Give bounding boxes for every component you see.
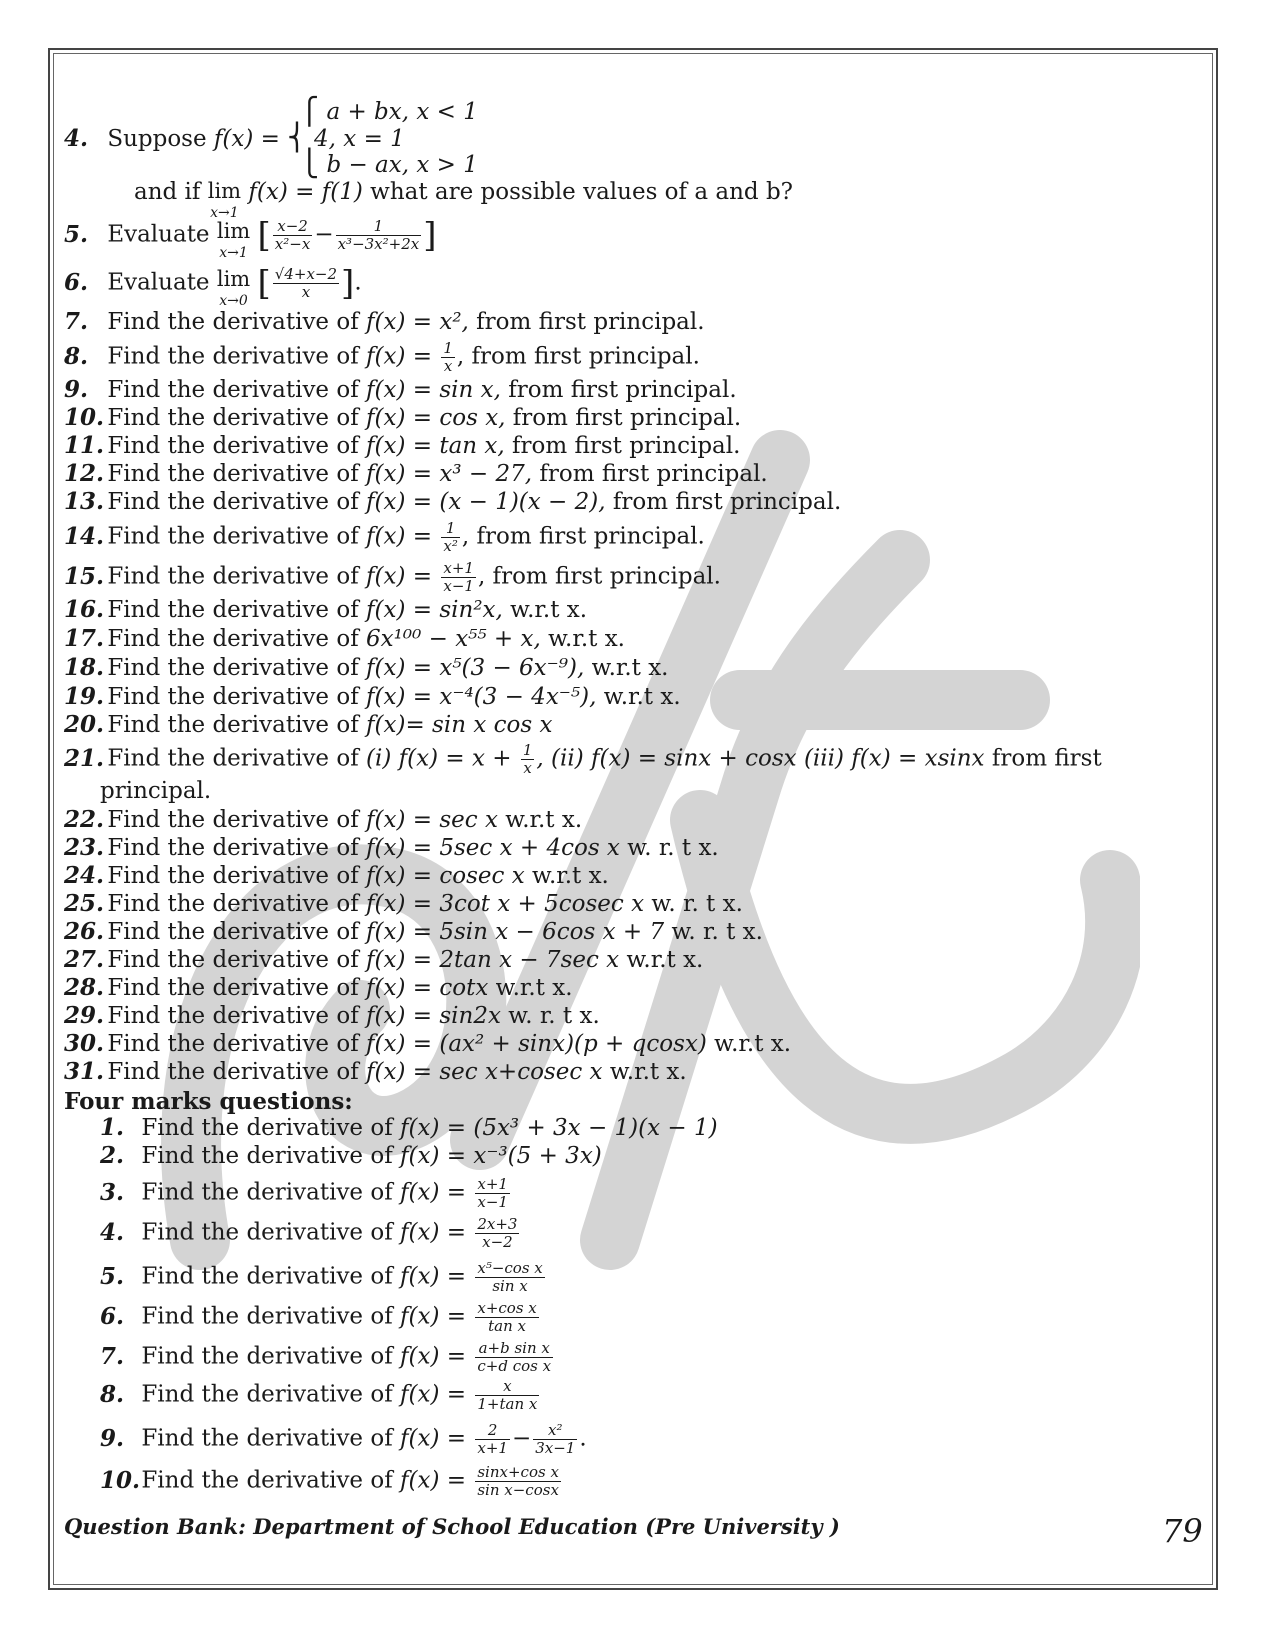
function-expression: f(x) = 5sin x − 6cos x + 7 <box>366 919 665 945</box>
question-stem: Find the derivative of <box>107 626 359 652</box>
question-suffix: w.r.t x. <box>531 863 609 889</box>
question-suffix: from first principal. <box>539 461 768 487</box>
question-number: 1. <box>100 1114 125 1141</box>
question-suffix-continued: principal. <box>100 778 212 804</box>
question-4: ⎧ a + bx, x < 1 <box>299 97 478 127</box>
question-suffix: w. r. t x. <box>508 1003 600 1029</box>
question-stem: Find the derivative of <box>141 1143 393 1169</box>
condition-expression: f(x) = f(1) <box>248 179 363 205</box>
function-expression: f(x) = 2tan x − 7sec x <box>366 947 620 973</box>
section-heading: Four marks questions: <box>64 1088 353 1115</box>
question-stem: Find the derivative of <box>107 835 359 861</box>
question-stem: Find the derivative of <box>107 523 359 550</box>
question-stem: Suppose <box>107 126 207 152</box>
fraction: $\frac{2x+3}{x-2}$ <box>477 1215 518 1251</box>
question-suffix: from first principal. <box>512 405 742 431</box>
question-number: 5. <box>64 220 89 248</box>
question-suffix: , from first principal. <box>477 563 721 590</box>
question-suffix: from first principal. <box>476 309 705 335</box>
function-expression: 6x¹⁰⁰ − x⁵⁵ + x, <box>366 626 541 652</box>
four-mark-question-7 <box>100 1340 555 1375</box>
function-expression: f(x) = tan x, <box>366 433 505 459</box>
question-stem: Find the derivative of <box>107 975 359 1001</box>
function-expression: f(x)= sin x cos x <box>366 712 553 738</box>
question-number: 6. <box>64 268 89 296</box>
question-stem: Find the derivative of <box>107 489 359 515</box>
question-number: 13. <box>64 488 105 515</box>
question-12 <box>64 460 768 488</box>
question-14 <box>64 520 705 555</box>
question-5: 5. Evaluate lim x→1 [ $\frac{x-2}{\text{x²−x}}$ − $\frac{1}{\text{x³−3x²+2x}}$ ] <box>64 215 437 261</box>
fraction: $\frac{\text{x+cos x}}{\text{tan x}}$ <box>477 1299 537 1335</box>
question-20 <box>64 711 552 739</box>
question-suffix: w.r.t x. <box>626 947 704 973</box>
question-stem: Find the derivative of <box>107 1003 359 1029</box>
question-number: 11. <box>64 432 105 459</box>
fraction: $\frac{\text{x⁵−cos x}}{\text{sin x}}$ <box>477 1259 543 1295</box>
question-stem: Find the derivative of <box>141 1467 393 1494</box>
four-mark-question-9 <box>100 1422 587 1457</box>
question-stem: Find the derivative of <box>107 343 359 370</box>
fraction: $\frac{x}{\text{1+tan x}}$ <box>477 1377 538 1413</box>
question-25 <box>64 890 743 918</box>
question-suffix: from first principal. <box>612 489 842 515</box>
question-number: 26. <box>64 918 105 945</box>
question-16 <box>64 596 587 624</box>
function-expression: f(x) = x⁻³(5 + 3x) <box>400 1143 602 1169</box>
question-4-case3: ⎩ b − ax, x > 1 <box>299 149 478 179</box>
question-stem: Find the derivative of <box>107 461 359 487</box>
minus-sign: − <box>511 1425 532 1452</box>
question-number: 10. <box>100 1466 141 1494</box>
question-number: 12. <box>64 460 105 487</box>
question-suffix: , from first principal. <box>461 523 705 550</box>
function-expression: f(x) = sec x <box>366 807 498 833</box>
fraction-1: $\frac{x-2}{\text{x²−x}}$ <box>274 217 311 253</box>
question-6: 6. Evaluate lim x→0 [ $\frac{√4+x-2}{x}$ ]. <box>64 263 362 309</box>
function-lhs: f(x) = <box>400 1343 467 1370</box>
question-stem: Find the derivative of <box>141 1303 393 1330</box>
function-lhs: f(x) = <box>400 1263 467 1290</box>
question-number: 22. <box>64 806 105 833</box>
question-number: 6. <box>100 1302 125 1330</box>
question-stem: Find the derivative of <box>141 1343 393 1370</box>
limit-subscript: x→1 <box>219 245 248 261</box>
function-lhs: f(x) = <box>400 1381 467 1408</box>
four-mark-question-10 <box>100 1464 563 1499</box>
question-27 <box>64 946 703 974</box>
question-29 <box>64 1002 600 1030</box>
question-number: 4. <box>64 125 89 152</box>
function-expression: f(x) = (5x³ + 3x − 1)(x − 1) <box>400 1115 718 1141</box>
limit-operator: lim <box>207 179 242 203</box>
four-mark-question-4 <box>100 1216 521 1251</box>
question-stem: Find the derivative of <box>141 1179 393 1206</box>
fraction: $\frac{x+1}{x-1}$ <box>477 1175 508 1211</box>
question-9 <box>64 376 737 404</box>
function-lhs: f(x) = <box>400 1219 467 1246</box>
question-stem: Find the derivative of <box>107 919 359 945</box>
question-stem: Find the derivative of <box>107 684 359 710</box>
question-stem: Find the derivative of <box>107 947 359 973</box>
fraction: $\frac{1}{\text{x²}}$ <box>443 519 458 555</box>
limit-subscript: x→0 <box>219 293 248 309</box>
function-lhs: f(x) = <box>366 523 433 550</box>
question-31 <box>64 1058 687 1086</box>
question-stem: Find the derivative of <box>107 891 359 917</box>
question-suffix: w.r.t x. <box>548 626 625 652</box>
question-suffix: w.r.t x. <box>495 975 573 1001</box>
question-number: 9. <box>64 376 89 403</box>
question-7 <box>64 308 705 336</box>
question-number: 14. <box>64 522 105 550</box>
question-11 <box>64 432 740 460</box>
fraction-2: $\frac{1}{\text{x³−3x²+2x}}$ <box>337 217 420 253</box>
question-stem: Find the derivative of <box>107 1031 359 1057</box>
four-mark-question-8 <box>100 1378 541 1413</box>
question-stem: Find the derivative of <box>107 377 359 403</box>
question-number: 7. <box>64 308 89 335</box>
question-13 <box>64 488 841 516</box>
part-i-expression: (i) f(x) = x + <box>366 745 512 772</box>
function-expression: f(x) = sin²x, <box>366 597 503 623</box>
fraction: $\frac{\text{sinx+cos x}}{\text{sin x−cosx}}$ <box>477 1463 559 1499</box>
function-expression: f(x) = sin x, <box>366 377 501 403</box>
question-number: 30. <box>64 1030 105 1057</box>
question-number: 17. <box>64 625 105 652</box>
function-expression: f(x) = 3cot x + 5cosec x <box>366 891 645 917</box>
question-suffix: w.r.t x. <box>510 597 588 623</box>
question-number: 21. <box>64 744 105 772</box>
period: . <box>579 1425 587 1452</box>
question-stem: Find the derivative of <box>107 597 359 623</box>
question-number: 28. <box>64 974 105 1001</box>
question-number: 18. <box>64 654 105 681</box>
question-26 <box>64 918 763 946</box>
question-19 <box>64 683 681 711</box>
question-30 <box>64 1030 791 1058</box>
question-number: 27. <box>64 946 105 973</box>
function-lhs: f(x) = <box>213 126 280 152</box>
question-18 <box>64 654 669 682</box>
question-suffix: w.r.t x. <box>714 1031 792 1057</box>
function-expression: f(x) = cosec x <box>366 863 525 889</box>
question-number: 4. <box>100 1218 125 1246</box>
parts-ii-iii-expression: , (ii) f(x) = sinx + cosx (iii) f(x) = xsinx <box>536 745 985 772</box>
question-15 <box>64 560 721 595</box>
question-number: 8. <box>64 342 89 370</box>
question-4-condition <box>134 178 793 222</box>
question-stem: Find the derivative of <box>107 309 359 335</box>
question-suffix: , from first principal. <box>456 343 700 370</box>
question-suffix: from first principal. <box>508 377 737 403</box>
function-expression: f(x) = sec x+cosec x <box>366 1059 603 1085</box>
function-lhs: f(x) = <box>400 1179 467 1206</box>
question-number: 25. <box>64 890 105 917</box>
question-stem: Find the derivative of <box>141 1219 393 1246</box>
footer-text: Question Bank: Department of School Education (Pre University ) <box>64 1514 840 1539</box>
function-lhs: f(x) = <box>366 563 433 590</box>
question-number: 23. <box>64 834 105 861</box>
four-mark-question-3 <box>100 1176 512 1211</box>
function-expression: f(x) = x³ − 27, <box>366 461 533 487</box>
question-stem: Find the derivative of <box>107 712 359 738</box>
question-suffix: from first <box>991 745 1102 772</box>
function-expression: f(x) = x⁻⁴(3 − 4x⁻⁵), <box>366 684 597 710</box>
question-21 <box>64 742 1102 777</box>
question-24 <box>64 862 609 890</box>
function-lhs: f(x) = <box>400 1467 467 1494</box>
piecewise-case-1: a + bx, x < 1 <box>326 99 478 125</box>
question-number: 3. <box>100 1178 125 1206</box>
four-mark-question-1 <box>100 1114 718 1142</box>
question-number: 16. <box>64 596 105 623</box>
question-stem: Find the derivative of <box>107 405 359 431</box>
question-stem: Find the derivative of <box>107 655 359 681</box>
question-stem: Find the derivative of <box>107 433 359 459</box>
question-number: 31. <box>64 1058 105 1085</box>
page-number: 79 <box>1162 1512 1203 1550</box>
question-suffix: w.r.t x. <box>609 1059 687 1085</box>
question-28 <box>64 974 573 1002</box>
four-mark-question-5 <box>100 1260 547 1295</box>
function-expression: f(x) = (x − 1)(x − 2), <box>366 489 606 515</box>
question-number: 20. <box>64 711 105 738</box>
question-stem: Find the derivative of <box>107 745 359 772</box>
four-mark-question-2 <box>100 1142 602 1170</box>
question-stem: Find the derivative of <box>107 563 359 590</box>
function-lhs: f(x) = <box>400 1425 467 1452</box>
function-expression: f(x) = 5sec x + 4cos x <box>366 835 620 861</box>
question-number: 19. <box>64 683 105 710</box>
question-4-row: 4. Suppose f(x) = ⎨ 4, x = 1 <box>64 123 405 153</box>
fraction: $\frac{1}{x}$ <box>443 339 453 375</box>
question-stem: Find the derivative of <box>141 1115 393 1141</box>
fraction-2: $\frac{\text{x²}}{3x-1}$ <box>535 1421 576 1457</box>
function-expression: f(x) = (ax² + sinx)(p + qcosx) <box>366 1031 707 1057</box>
limit-subscript: x→1 <box>210 205 239 221</box>
fraction: $\frac{√4+x-2}{x}$ <box>274 265 338 301</box>
piecewise-case-2: 4, x = 1 <box>314 126 405 152</box>
question-suffix: w.r.t x. <box>505 807 583 833</box>
question-stem: Evaluate <box>107 269 210 296</box>
question-number: 29. <box>64 1002 105 1029</box>
question-suffix: w. r. t x. <box>651 891 743 917</box>
four-mark-question-6 <box>100 1300 541 1335</box>
question-stem: Find the derivative of <box>107 863 359 889</box>
function-expression: f(x) = cotx <box>366 975 489 1001</box>
question-number: 10. <box>64 404 105 431</box>
function-expression: f(x) = x⁵(3 − 6x⁻⁹), <box>366 655 585 681</box>
question-stem: Evaluate <box>107 221 210 248</box>
fraction: $\frac{1}{x}$ <box>522 741 533 777</box>
question-stem: Find the derivative of <box>141 1381 393 1408</box>
question-number: 9. <box>100 1424 125 1452</box>
function-lhs: f(x) = <box>366 343 433 370</box>
limit-operator: lim <box>216 267 251 291</box>
question-stem: Find the derivative of <box>141 1263 393 1290</box>
question-stem: Find the derivative of <box>107 1059 359 1085</box>
fraction-1: $\frac{2}{x+1}$ <box>477 1421 508 1457</box>
question-suffix: w.r.t x. <box>603 684 681 710</box>
question-number: 15. <box>64 562 105 590</box>
question-10 <box>64 404 741 432</box>
function-expression: f(x) = sin2x <box>366 1003 501 1029</box>
question-suffix: w.r.t x. <box>591 655 669 681</box>
function-expression: f(x) = x², <box>366 309 469 335</box>
question-suffix: w. r. t x. <box>671 919 763 945</box>
condition-text: and if <box>134 179 201 205</box>
question-stem: Find the derivative of <box>107 807 359 833</box>
question-suffix: from first principal. <box>512 433 741 459</box>
function-lhs: f(x) = <box>400 1303 467 1330</box>
question-17 <box>64 625 625 653</box>
question-21-continued <box>100 777 211 805</box>
question-number: 2. <box>100 1142 125 1169</box>
question-number: 24. <box>64 862 105 889</box>
question-suffix: w. r. t x. <box>627 835 719 861</box>
fraction: $\frac{x+1}{x-1}$ <box>443 559 474 595</box>
piecewise-case-3: b − ax, x > 1 <box>326 152 478 178</box>
question-number: 5. <box>100 1262 125 1290</box>
question-23 <box>64 834 719 862</box>
question-number: 8. <box>100 1380 125 1408</box>
function-expression: f(x) = cos x, <box>366 405 506 431</box>
limit-operator: lim <box>216 219 251 243</box>
fraction: $\frac{\text{a+b sin x}}{\text{c+d cos x}}$ <box>477 1339 552 1375</box>
question-8 <box>64 340 700 375</box>
question-stem: Find the derivative of <box>141 1425 393 1452</box>
condition-question: what are possible values of a and b? <box>370 179 793 205</box>
question-22 <box>64 806 582 834</box>
question-number: 7. <box>100 1342 125 1370</box>
